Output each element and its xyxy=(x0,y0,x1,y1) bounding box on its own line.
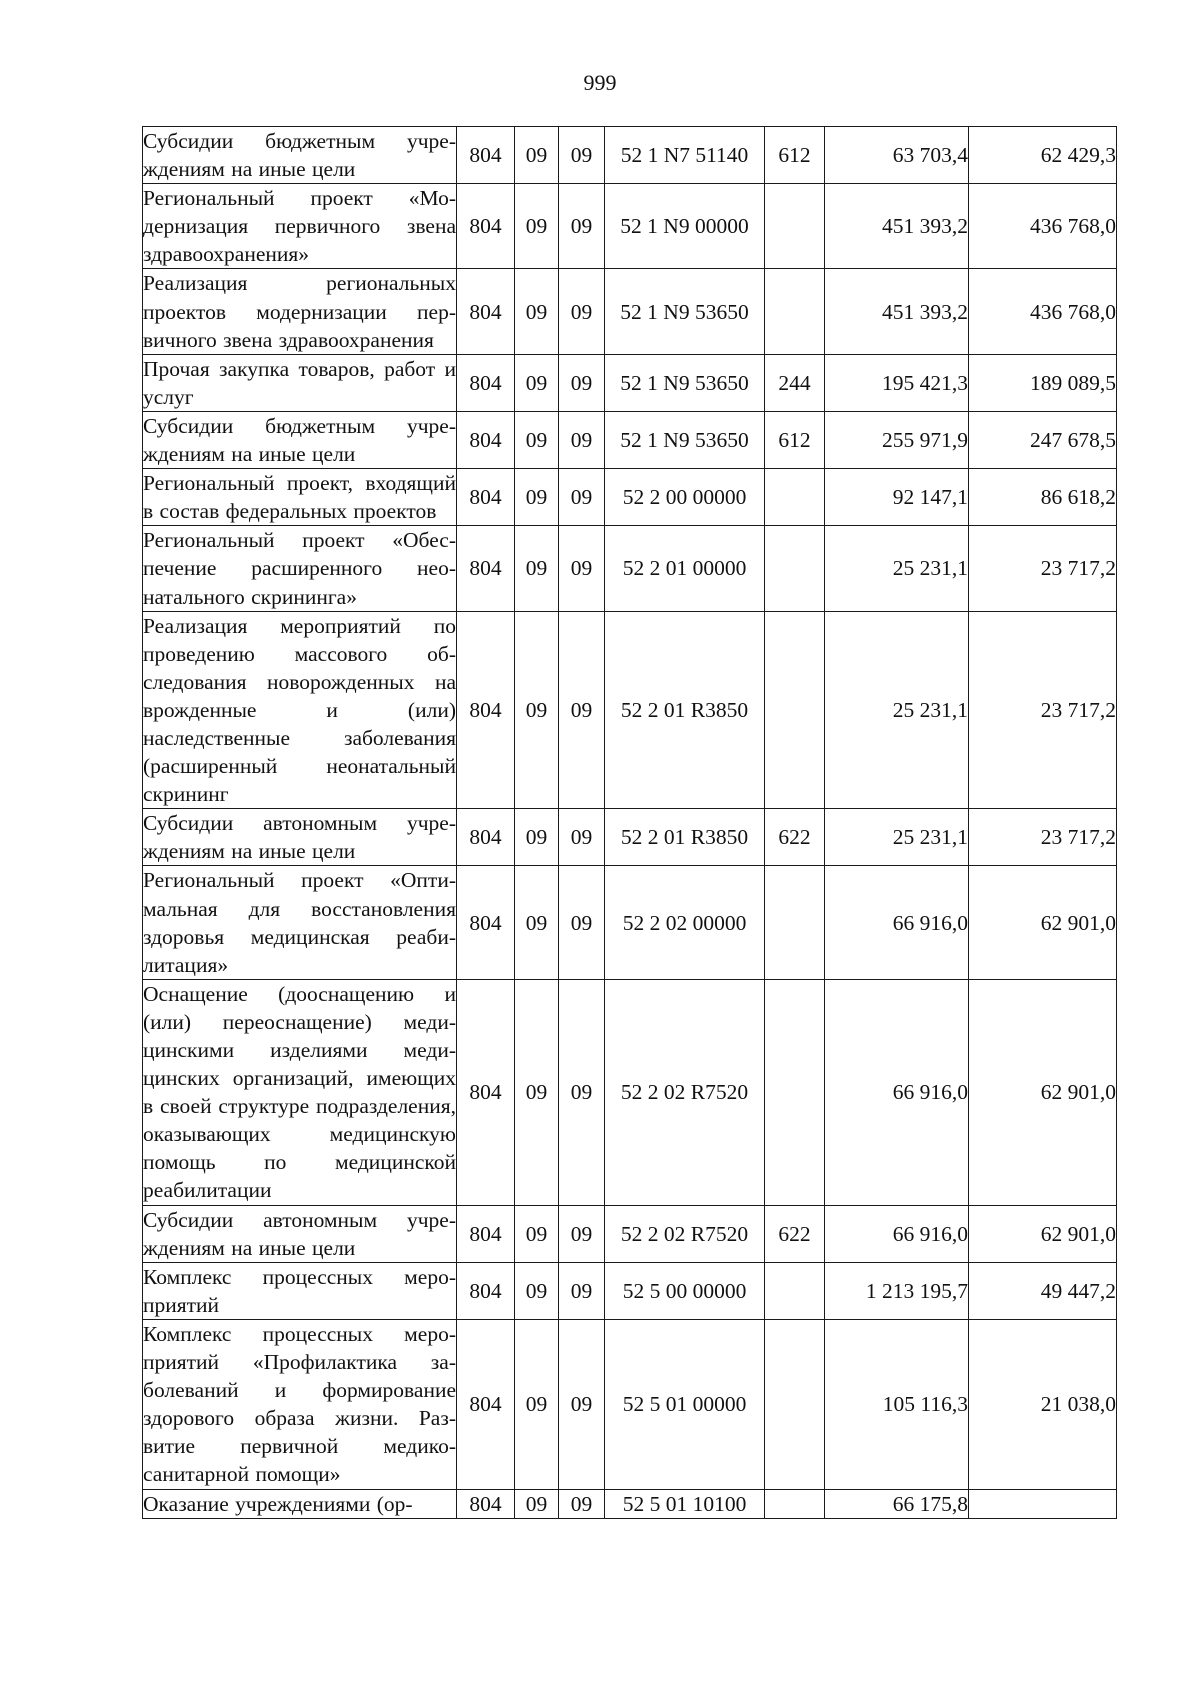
row-description: Региональный проект «Модернизация первичного звена здравоохранения» xyxy=(143,184,457,269)
ministry-code: 804 xyxy=(457,866,515,979)
row-description: Региональный проект «Обеспечение расширенного неонатального скрининга» xyxy=(143,526,457,611)
amount-year-1: 1 213 195,7 xyxy=(825,1262,969,1319)
ministry-code: 804 xyxy=(457,411,515,468)
page-number: 999 xyxy=(583,70,617,95)
section-code: 09 xyxy=(515,979,559,1205)
expense-type-code: 612 xyxy=(765,411,825,468)
section-code: 09 xyxy=(515,611,559,809)
section-code: 09 xyxy=(515,127,559,184)
amount-year-1: 25 231,1 xyxy=(825,526,969,611)
section-code: 09 xyxy=(515,184,559,269)
target-article-code: 52 2 02 R7520 xyxy=(605,979,765,1205)
amount-year-2: 62 901,0 xyxy=(969,1205,1117,1262)
table-row xyxy=(143,184,1117,269)
subsection-code: 09 xyxy=(559,1205,605,1262)
target-article-code: 52 2 02 R7520 xyxy=(605,1205,765,1262)
target-article-code: 52 1 N7 51140 xyxy=(605,127,765,184)
amount-year-2: 23 717,2 xyxy=(969,809,1117,866)
ministry-code: 804 xyxy=(457,1319,515,1489)
subsection-code: 09 xyxy=(559,184,605,269)
subsection-code: 09 xyxy=(559,611,605,809)
table-row xyxy=(143,1262,1117,1319)
target-article-code: 52 2 02 00000 xyxy=(605,866,765,979)
subsection-code: 09 xyxy=(559,1262,605,1319)
amount-year-1: 451 393,2 xyxy=(825,269,969,354)
table-row xyxy=(143,526,1117,611)
target-article-code: 52 2 01 00000 xyxy=(605,526,765,611)
section-code: 09 xyxy=(515,866,559,979)
table-row xyxy=(143,611,1117,809)
amount-year-1: 105 116,3 xyxy=(825,1319,969,1489)
ministry-code: 804 xyxy=(457,127,515,184)
table-row xyxy=(143,411,1117,468)
amount-year-2: 23 717,2 xyxy=(969,526,1117,611)
table-row xyxy=(143,809,1117,866)
amount-year-1: 195 421,3 xyxy=(825,354,969,411)
table-row xyxy=(143,979,1117,1205)
target-article-code: 52 5 01 00000 xyxy=(605,1319,765,1489)
row-description: Оказание учреждениями (ор- xyxy=(143,1489,457,1518)
subsection-code: 09 xyxy=(559,979,605,1205)
expense-type-code xyxy=(765,526,825,611)
expense-type-code: 622 xyxy=(765,809,825,866)
expense-type-code xyxy=(765,1489,825,1518)
table-row xyxy=(143,866,1117,979)
target-article-code: 52 5 01 10100 xyxy=(605,1489,765,1518)
ministry-code: 804 xyxy=(457,526,515,611)
amount-year-2: 62 429,3 xyxy=(969,127,1117,184)
section-code: 09 xyxy=(515,1319,559,1489)
amount-year-2: 189 089,5 xyxy=(969,354,1117,411)
amount-year-1: 255 971,9 xyxy=(825,411,969,468)
amount-year-2: 21 038,0 xyxy=(969,1319,1117,1489)
target-article-code: 52 5 00 00000 xyxy=(605,1262,765,1319)
row-description: Субсидии автономным учреждениям на иные цели xyxy=(143,1205,457,1262)
row-description: Региональный проект, входящий в состав федеральных проектов xyxy=(143,469,457,526)
section-code: 09 xyxy=(515,1489,559,1518)
expense-type-code xyxy=(765,866,825,979)
target-article-code: 52 2 01 R3850 xyxy=(605,611,765,809)
expense-type-code: 622 xyxy=(765,1205,825,1262)
section-code: 09 xyxy=(515,1205,559,1262)
amount-year-2: 247 678,5 xyxy=(969,411,1117,468)
budget-table xyxy=(142,126,1117,1519)
ministry-code: 804 xyxy=(457,1489,515,1518)
target-article-code: 52 1 N9 53650 xyxy=(605,411,765,468)
row-description: Реализация региональных проектов модернизации первичного звена здравоохранения xyxy=(143,269,457,354)
expense-type-code xyxy=(765,269,825,354)
row-description: Комплекс процессных мероприятий xyxy=(143,1262,457,1319)
ministry-code: 804 xyxy=(457,184,515,269)
amount-year-2: 436 768,0 xyxy=(969,184,1117,269)
subsection-code: 09 xyxy=(559,354,605,411)
expense-type-code xyxy=(765,1262,825,1319)
ministry-code: 804 xyxy=(457,611,515,809)
ministry-code: 804 xyxy=(457,354,515,411)
subsection-code: 09 xyxy=(559,866,605,979)
expense-type-code xyxy=(765,1319,825,1489)
section-code: 09 xyxy=(515,411,559,468)
table-row xyxy=(143,1205,1117,1262)
amount-year-1: 63 703,4 xyxy=(825,127,969,184)
subsection-code: 09 xyxy=(559,526,605,611)
amount-year-2: 23 717,2 xyxy=(969,611,1117,809)
table-row xyxy=(143,269,1117,354)
amount-year-2: 49 447,2 xyxy=(969,1262,1117,1319)
amount-year-1: 66 916,0 xyxy=(825,1205,969,1262)
amount-year-1: 66 916,0 xyxy=(825,979,969,1205)
subsection-code: 09 xyxy=(559,411,605,468)
section-code: 09 xyxy=(515,809,559,866)
amount-year-2: 62 901,0 xyxy=(969,979,1117,1205)
ministry-code: 804 xyxy=(457,1205,515,1262)
amount-year-2 xyxy=(969,1489,1117,1518)
section-code: 09 xyxy=(515,354,559,411)
subsection-code: 09 xyxy=(559,809,605,866)
expense-type-code xyxy=(765,611,825,809)
target-article-code: 52 2 01 R3850 xyxy=(605,809,765,866)
amount-year-1: 451 393,2 xyxy=(825,184,969,269)
ministry-code: 804 xyxy=(457,269,515,354)
section-code: 09 xyxy=(515,1262,559,1319)
ministry-code: 804 xyxy=(457,1262,515,1319)
table-row xyxy=(143,469,1117,526)
amount-year-1: 66 916,0 xyxy=(825,866,969,979)
subsection-code: 09 xyxy=(559,127,605,184)
ministry-code: 804 xyxy=(457,809,515,866)
table-row xyxy=(143,1489,1117,1518)
amount-year-2: 436 768,0 xyxy=(969,269,1117,354)
expense-type-code: 244 xyxy=(765,354,825,411)
section-code: 09 xyxy=(515,269,559,354)
table-row xyxy=(143,354,1117,411)
subsection-code: 09 xyxy=(559,469,605,526)
ministry-code: 804 xyxy=(457,979,515,1205)
amount-year-1: 25 231,1 xyxy=(825,611,969,809)
expense-type-code xyxy=(765,979,825,1205)
section-code: 09 xyxy=(515,469,559,526)
subsection-code: 09 xyxy=(559,1319,605,1489)
row-description: Субсидии автономным учреждениям на иные цели xyxy=(143,809,457,866)
row-description: Прочая закупка товаров, работ и услуг xyxy=(143,354,457,411)
amount-year-1: 25 231,1 xyxy=(825,809,969,866)
row-description: Комплекс процессных мероприятий «Профилактика заболеваний и формирование здорового образа жизни. Развитие первичной медико-санитарной помощи» xyxy=(143,1319,457,1489)
subsection-code: 09 xyxy=(559,1489,605,1518)
amount-year-1: 92 147,1 xyxy=(825,469,969,526)
subsection-code: 09 xyxy=(559,269,605,354)
expense-type-code: 612 xyxy=(765,127,825,184)
row-description: Региональный проект «Оптимальная для восстановления здоровья медицинская реабилитация» xyxy=(143,866,457,979)
amount-year-1: 66 175,8 xyxy=(825,1489,969,1518)
section-code: 09 xyxy=(515,526,559,611)
row-description: Реализация мероприятий по проведению массового обследования новорожденных на врожденные и (или) наследственные заболевания (расширенный неонатальный скрининг xyxy=(143,611,457,809)
row-description: Оснащение (дооснащению и (или) переоснащение) медицинскими изделиями медицинских организаций, имеющих в своей структуре подразделения, оказывающих медицинскую помощь по медицинской реабилитации xyxy=(143,979,457,1205)
row-description: Субсидии бюджетным учреждениям на иные цели xyxy=(143,411,457,468)
ministry-code: 804 xyxy=(457,469,515,526)
table-row xyxy=(143,127,1117,184)
target-article-code: 52 1 N9 53650 xyxy=(605,269,765,354)
target-article-code: 52 2 00 00000 xyxy=(605,469,765,526)
amount-year-2: 62 901,0 xyxy=(969,866,1117,979)
row-description: Субсидии бюджетным учреждениям на иные цели xyxy=(143,127,457,184)
target-article-code: 52 1 N9 53650 xyxy=(605,354,765,411)
amount-year-2: 86 618,2 xyxy=(969,469,1117,526)
target-article-code: 52 1 N9 00000 xyxy=(605,184,765,269)
expense-type-code xyxy=(765,184,825,269)
table-row xyxy=(143,1319,1117,1489)
expense-type-code xyxy=(765,469,825,526)
